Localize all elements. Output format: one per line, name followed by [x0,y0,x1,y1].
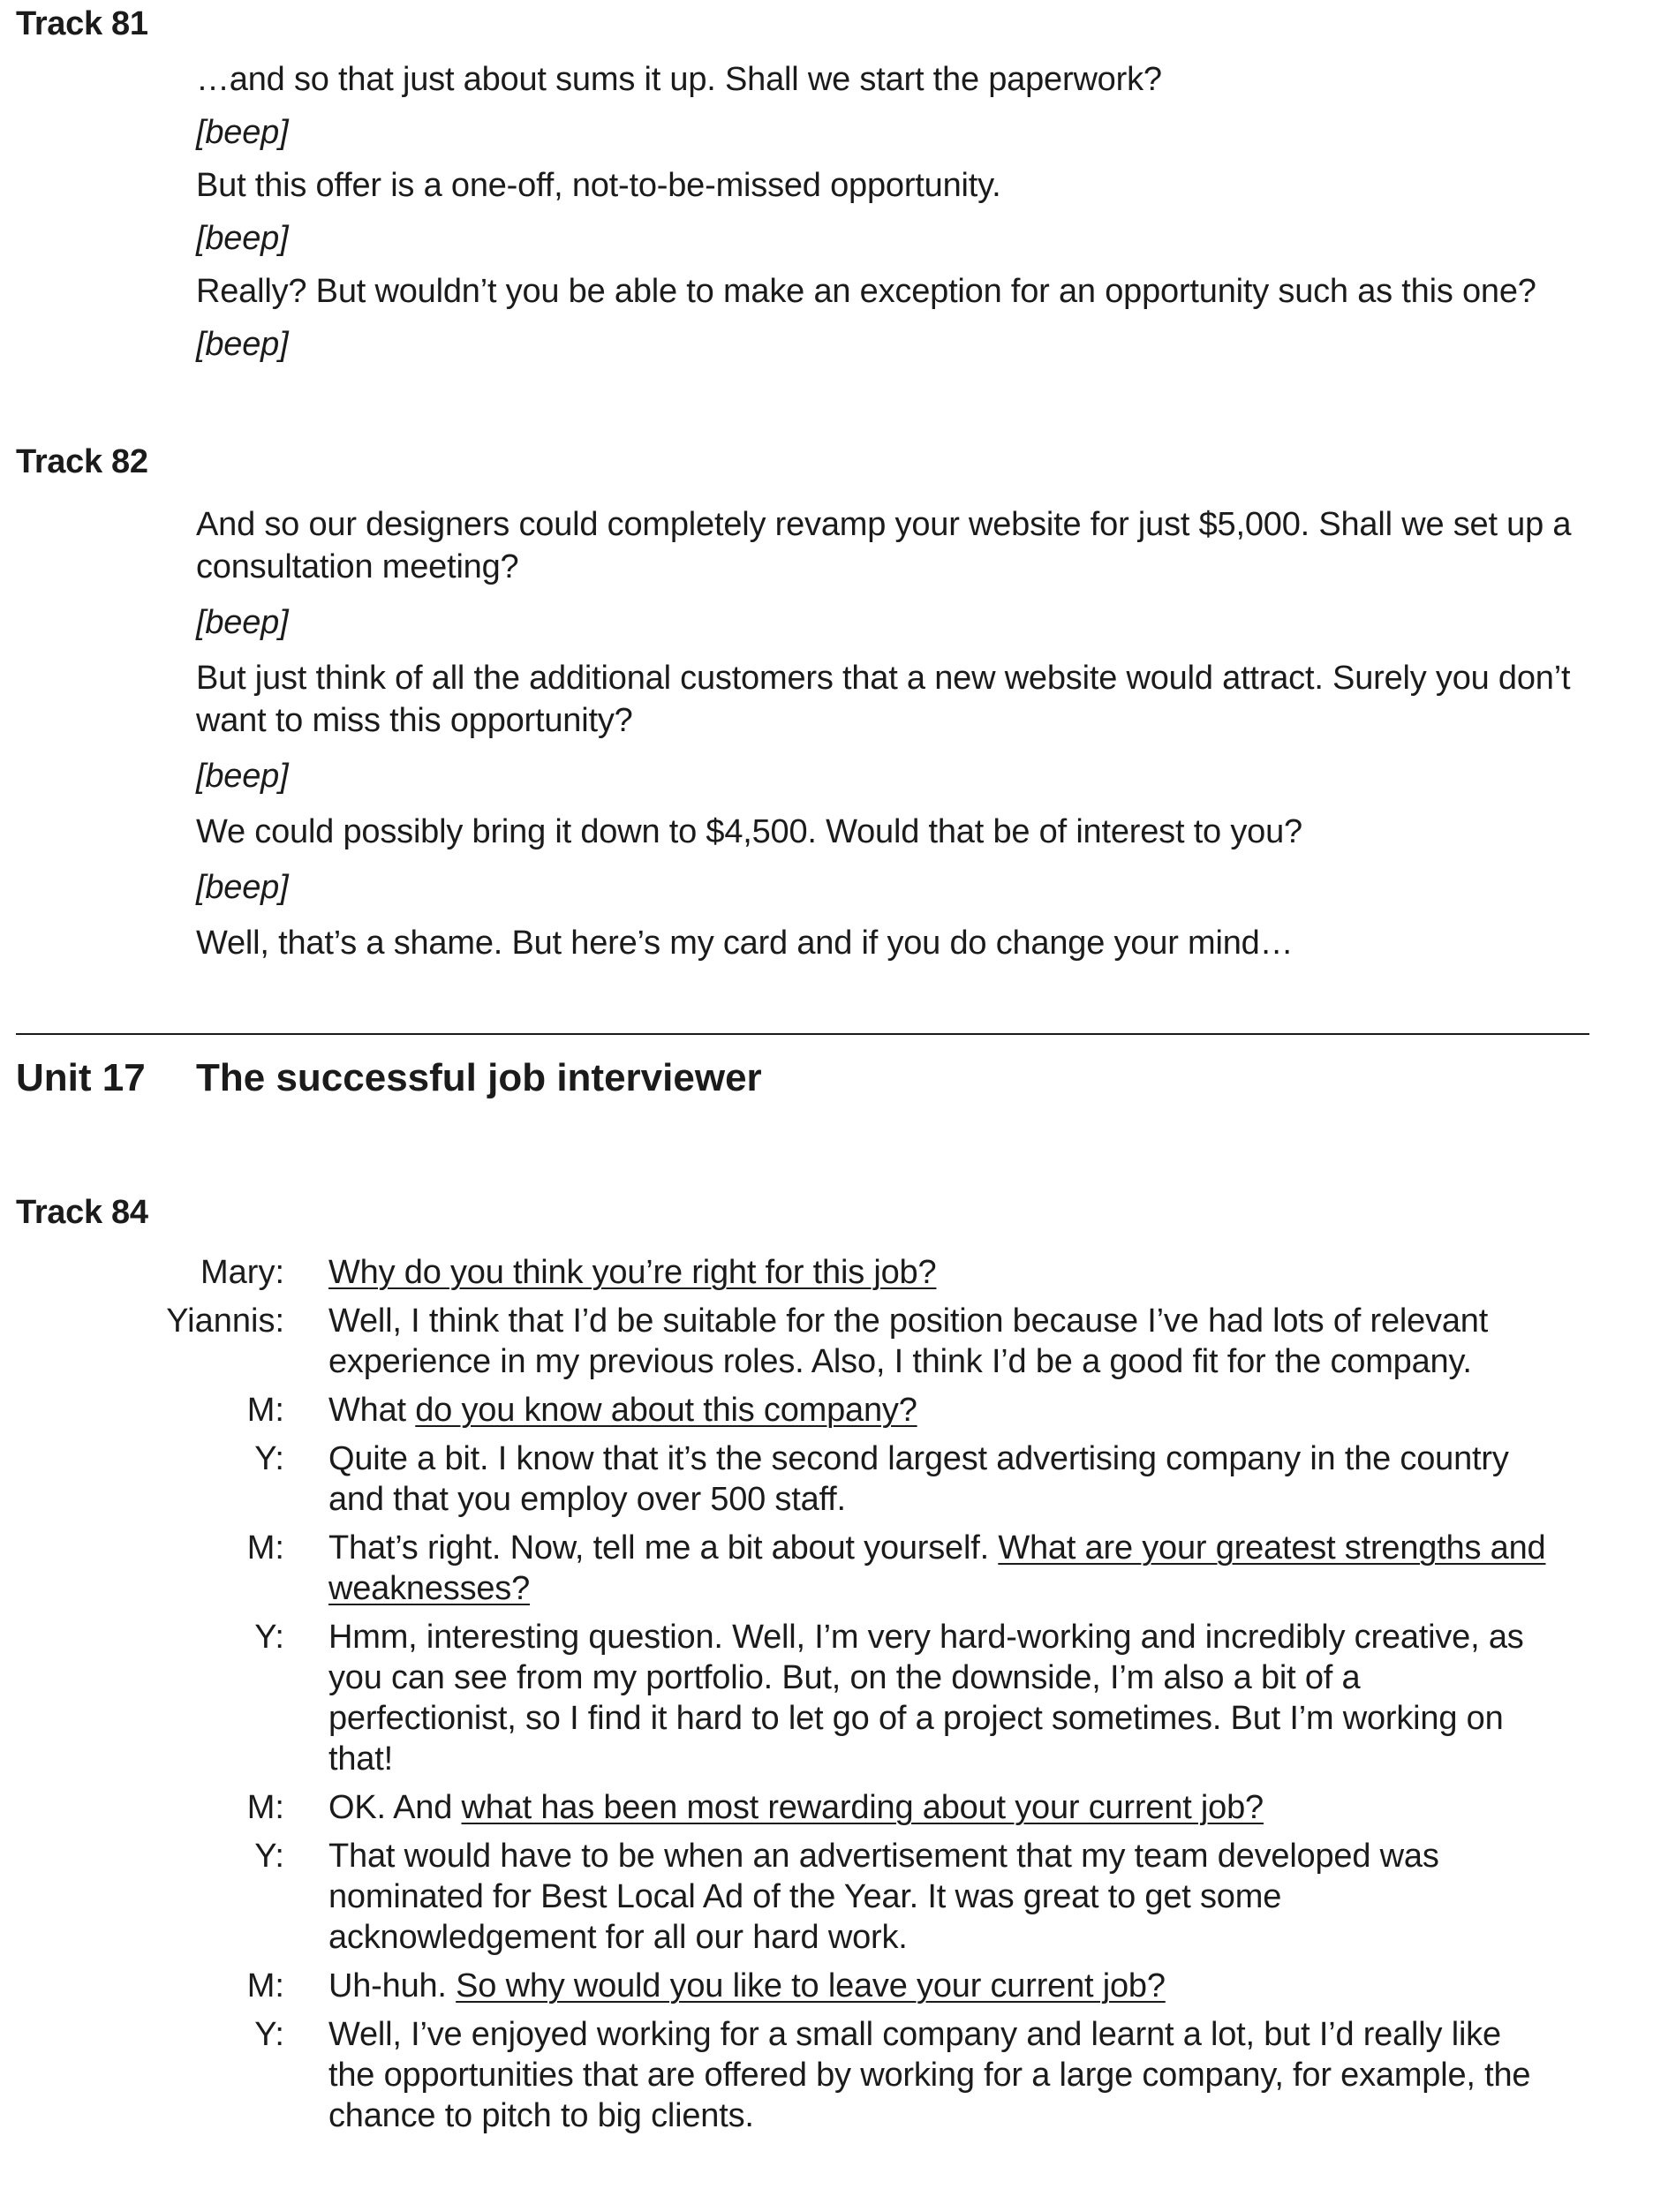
beep-cue: [beep] [196,220,289,257]
utterance-lead-in: What [328,1392,416,1429]
speaker-label: M: [246,1789,284,1826]
underlined-question: So why would you like to leave your current job? [456,1967,1166,2004]
dialogue-turn [0,1390,1668,1431]
track-81-heading: Track 81 [16,5,148,42]
beep-cue: [beep] [196,114,289,151]
utterance: Well, I’ve enjoyed working for a small company and learnt a lot, but I’d really like the opportunities that are offered by working for a large company, for example, the chance to pitch to big clients. [328,2016,1531,2134]
dialogue-turn [0,2014,1668,2136]
transcript-line: We could possibly bring it down to $4,500. Would that be of interest to you? [196,813,1302,850]
dialogue-turn [0,1301,1668,1382]
dialogue-turn [0,1528,1668,1609]
transcript-line: But just think of all the additional customers that a new website would attract. Surely you don’t want to miss this opportunity? [196,660,1571,739]
underlined-question: what has been most rewarding about your current job? [461,1789,1264,1826]
transcript-line: But this offer is a one-off, not-to-be-missed opportunity. [196,167,1001,204]
utterance-lead-in: That’s right. Now, tell me a bit about yourself. [328,1529,999,1567]
utterance: Hmm, interesting question. Well, I’m very hard-working and incredibly creative, as you can see from my portfolio. But, on the downside, I’m also a bit of a perfectionist, so I find it hard to let go of a project sometimes. But I’m working on that! [328,1619,1524,1778]
underlined-question: do you know about this company? [415,1392,917,1429]
utterance: Quite a bit. I know that it’s the second largest advertising company in the country and that you employ over 500 staff. [328,1440,1509,1518]
transcript-line: …and so that just about sums it up. Shall we start the paperwork? [196,61,1162,98]
utterance [328,1252,1556,1293]
beep-cue: [beep] [196,758,289,795]
transcript-line: Really? But wouldn’t you be able to make an exception for an opportunity such as this one? [196,273,1536,310]
unit-number: Unit 17 [16,1056,146,1099]
track-84-heading: Track 84 [16,1194,148,1231]
track-84-dialogue [0,1252,1668,2144]
track-82-heading: Track 82 [16,443,148,480]
beep-cue: [beep] [196,869,289,906]
utterance [328,1787,1556,1828]
utterance-lead-in: OK. And [328,1789,462,1826]
track-81-transcript [196,58,1591,366]
speaker-label: M: [246,1967,284,2004]
beep-cue: [beep] [196,326,289,363]
dialogue-turn [0,1787,1668,1828]
dialogue-turn [0,1966,1668,2006]
transcript-line: Well, that’s a shame. But here’s my card and if you do change your mind… [196,925,1294,962]
speaker-label: M: [246,1529,284,1567]
underlined-question: Why do you think you’re right for this job? [328,1254,937,1291]
speaker-label: Mary: [200,1254,284,1291]
dialogue-turn [0,1438,1668,1520]
beep-cue: [beep] [196,604,289,641]
utterance: Well, I think that I’d be suitable for the position because I’ve had lots of relevant experience in my previous roles. Also, I think I’d be a good fit for the company. [328,1302,1489,1380]
speaker-label: Y: [254,1440,284,1477]
utterance: That would have to be when an advertisement that my team developed was nominated for Best Local Ad of the Year. It was great to get some acknowledgement for all our hard work. [328,1838,1439,1956]
speaker-label: Y: [254,1838,284,1875]
underlined-question: What are your greatest strengths and weaknesses? [328,1529,1546,1607]
speaker-label: M: [246,1392,284,1429]
utterance [328,1966,1556,2006]
dialogue-turn [0,1252,1668,1293]
dialogue-turn [0,1836,1668,1958]
speaker-label: Y: [254,1619,284,1656]
track-82-transcript [196,503,1591,964]
utterance-lead-in: Uh-huh. [328,1967,457,2004]
utterance [328,1528,1556,1609]
unit-title: The successful job interviewer [196,1056,762,1099]
dialogue-turn [0,1617,1668,1779]
speaker-label: Y: [254,2016,284,2053]
transcript-line: And so our designers could completely revamp your website for just $5,000. Shall we set up a consultation meeting? [196,506,1572,585]
utterance [328,1390,1556,1431]
section-divider [16,1033,1589,1035]
speaker-label: Yiannis: [166,1302,284,1340]
